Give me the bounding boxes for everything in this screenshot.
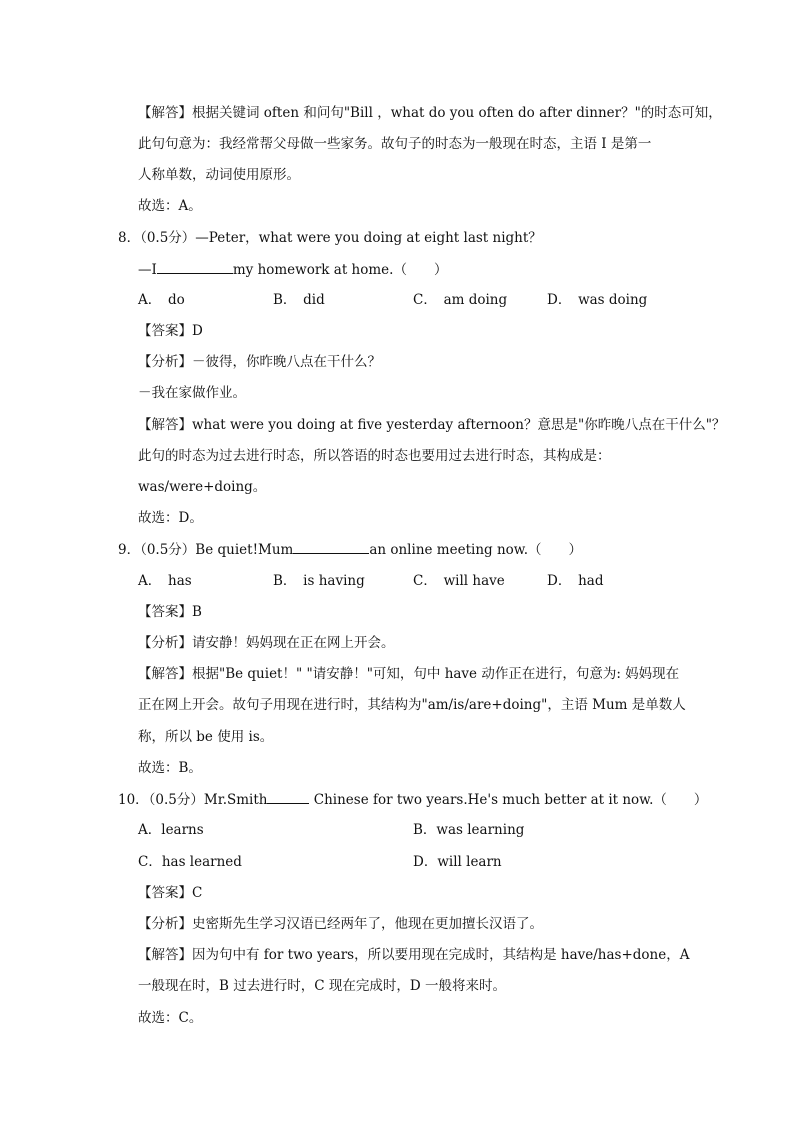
q8-answer: 【答案】D (138, 323, 203, 339)
q8-select: 故选：D。 (138, 510, 203, 526)
q8-explanation-1: 【解答】what were you doing at five yesterday afternoon？意思是"你昨晚八点在干什么"？ (138, 417, 726, 433)
q9-answer: 【答案】B (138, 604, 202, 620)
q10-explanation-1: 【解答】因为句中有 for two years，所以要用现在完成时，其结构是 have/has+done，A (138, 947, 690, 963)
q8-option-a: A． do (138, 292, 185, 308)
q10-stem-suffix: Chinese for two years.He's much better at it now.（ ） (309, 792, 708, 808)
q10-stem-prefix: 10．（0.5分）Mr.Smith (118, 792, 268, 808)
q9-blank (293, 539, 369, 554)
q10-blank (267, 789, 309, 804)
q9-option-b: B． is having (273, 573, 365, 589)
q9-explanation-1: 【解答】根据"Be quiet！" "请安静！"可知，句中 have 动作正在进行，句意为: 妈妈现在 (138, 666, 680, 682)
q9-stem (118, 539, 684, 560)
q10-option-b: B．was learning (413, 822, 525, 838)
q9-stem-prefix: 9．（0.5分）Be quiet!Mum (118, 542, 294, 558)
q10-explanation-2: 一般现在时，B 过去进行时，C 现在完成时，D 一般将来时。 (138, 978, 506, 994)
q7-answer-select: 故选：A。 (138, 198, 202, 214)
q8-stem-line-2 (138, 259, 684, 280)
q8-option-b: B． did (273, 292, 325, 308)
q7-explanation-line-2: 此句句意为：我经常帮父母做一些家务。故句子的时态为一般现在时态，主语 I 是第一 (138, 136, 652, 152)
q9-explanation-2: 正在网上开会。故句子用现在进行时，其结构为"am/is/are+doing"，主语 Mum 是单数人 (138, 697, 686, 713)
q8-option-c: C． am doing (413, 292, 508, 308)
q9-option-d: D． had (547, 573, 604, 589)
q8-stem-prefix: —I (138, 262, 157, 278)
q8-stem-suffix: my homework at home.（ ） (232, 262, 448, 278)
q9-select: 故选：B。 (138, 760, 202, 776)
q7-explanation-line-3: 人称单数，动词使用原形。 (138, 167, 300, 183)
q7-explanation-line-1: 【解答】根据关键词 often 和问句"Bill ，what do you often do after dinner？"的时态可知， (138, 105, 722, 121)
q8-option-d: D． was doing (547, 292, 648, 308)
q10-option-d: D．will learn (413, 854, 502, 870)
q9-option-a: A． has (138, 573, 192, 589)
q8-stem: 8．（0.5分）—Peter，what were you doing at eight last night？ (118, 230, 542, 246)
q9-option-c: C． will have (413, 573, 505, 589)
q8-blank (157, 259, 233, 274)
q8-explanation-3: was/were+doing。 (138, 479, 267, 495)
q10-answer: 【答案】C (138, 885, 203, 901)
q8-analysis-2: －我在家做作业。 (138, 385, 246, 401)
q8-explanation-2: 此句的时态为过去进行时态，所以答语的时态也要用过去进行时态，其构成是： (138, 448, 611, 464)
q9-analysis: 【分析】请安静！妈妈现在正在网上开会。 (138, 635, 395, 651)
q10-option-c: C．has learned (138, 854, 242, 870)
q9-stem-suffix: an online meeting now.（ ） (369, 542, 583, 558)
q8-analysis-1: 【分析】－彼得，你昨晚八点在干什么？ (138, 354, 381, 370)
q10-analysis: 【分析】史密斯先生学习汉语已经两年了，他现在更加擅长汉语了。 (138, 916, 543, 932)
q10-option-a: A．learns (138, 822, 204, 838)
q9-explanation-3: 称，所以 be 使用 is。 (138, 729, 274, 745)
q10-stem (118, 789, 708, 810)
q10-select: 故选：C。 (138, 1010, 203, 1026)
